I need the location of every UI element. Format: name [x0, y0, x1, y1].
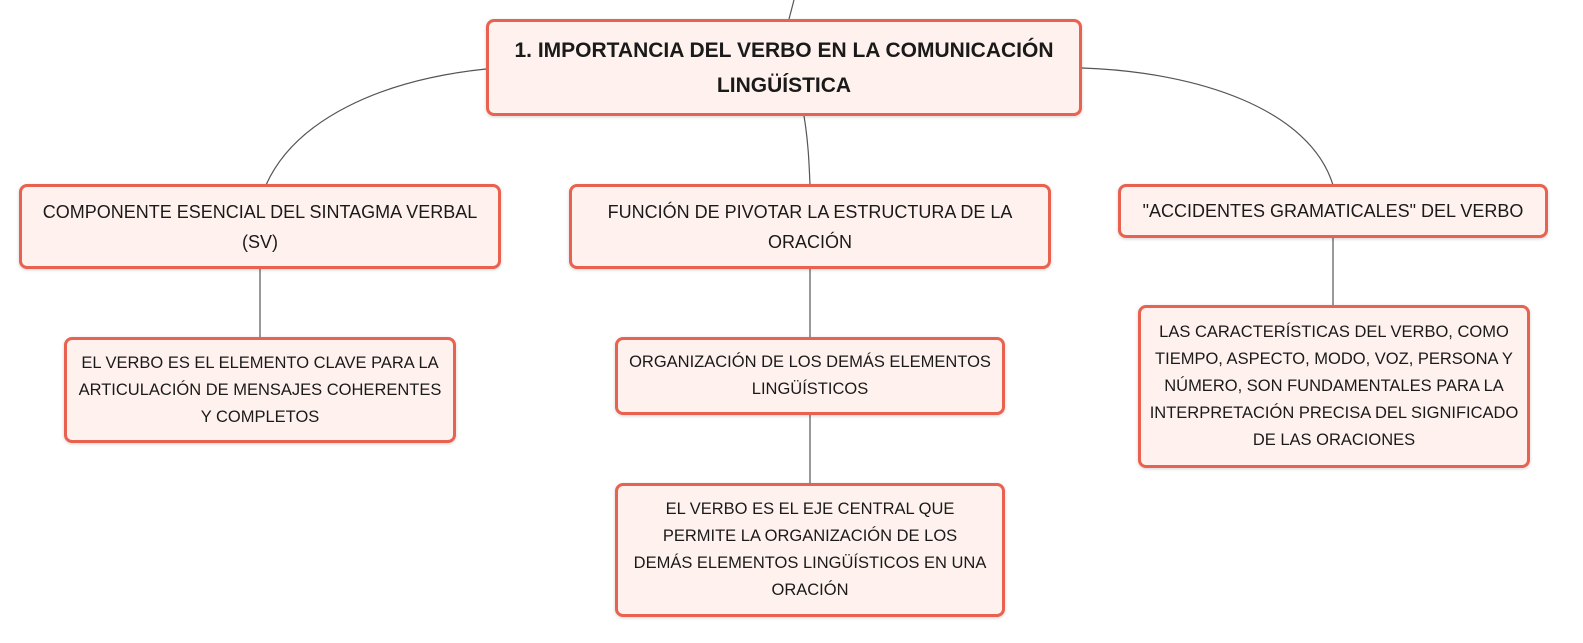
connector-root-to-branch-3 — [1082, 68, 1333, 185]
branch-topic-accidentes-gramaticales[interactable] — [1118, 184, 1548, 238]
connector-parent-to-root — [789, 0, 794, 19]
root-topic[interactable] — [486, 19, 1082, 116]
branch-topic-text: "ACCIDENTES GRAMATICALES" DEL VERBO — [1142, 201, 1524, 221]
subtopic-text: EL VERBO ES EL ELEMENTO CLAVE PARA LA ARTICULACIÓN DE MENSAJES COHERENTES Y COMPLETOS — [78, 353, 442, 426]
branch-topic-sintagma-verbal[interactable] — [19, 184, 501, 269]
subtopic-elemento-clave[interactable] — [64, 337, 456, 443]
root-topic-text: 1. IMPORTANCIA DEL VERBO EN LA COMUNICACIÓN LINGÜÍSTICA — [514, 38, 1054, 97]
subtopic-organizacion-elementos[interactable] — [615, 337, 1005, 415]
branch-topic-pivotar-estructura[interactable] — [569, 184, 1051, 269]
connector-root-to-branch-1 — [266, 69, 486, 185]
subtopic-text: EL VERBO ES EL EJE CENTRAL QUE PERMITE LA ORGANIZACIÓN DE LOS DEMÁS ELEMENTOS LINGÜÍSTICOS EN UNA ORACIÓN — [633, 500, 987, 599]
subtopic-caracteristicas-verbo[interactable] — [1138, 305, 1530, 468]
branch-topic-text: FUNCIÓN DE PIVOTAR LA ESTRUCTURA DE LA ORACIÓN — [607, 201, 1013, 252]
subtopic-text: LAS CARACTERÍSTICAS DEL VERBO, COMO TIEMPO, ASPECTO, MODO, VOZ, PERSONA Y NÚMERO, SON FUNDAMENTALES PARA LA INTERPRETACIÓN PRECISA DEL SIGNIFICADO DE LAS ORACIONES — [1149, 323, 1519, 449]
connector-root-to-branch-2 — [804, 116, 810, 185]
subtopic-eje-central[interactable] — [615, 483, 1005, 617]
branch-topic-text: COMPONENTE ESENCIAL DEL SINTAGMA VERBAL (SV) — [42, 201, 478, 252]
subtopic-text: ORGANIZACIÓN DE LOS DEMÁS ELEMENTOS LINGÜÍSTICOS — [629, 353, 991, 398]
